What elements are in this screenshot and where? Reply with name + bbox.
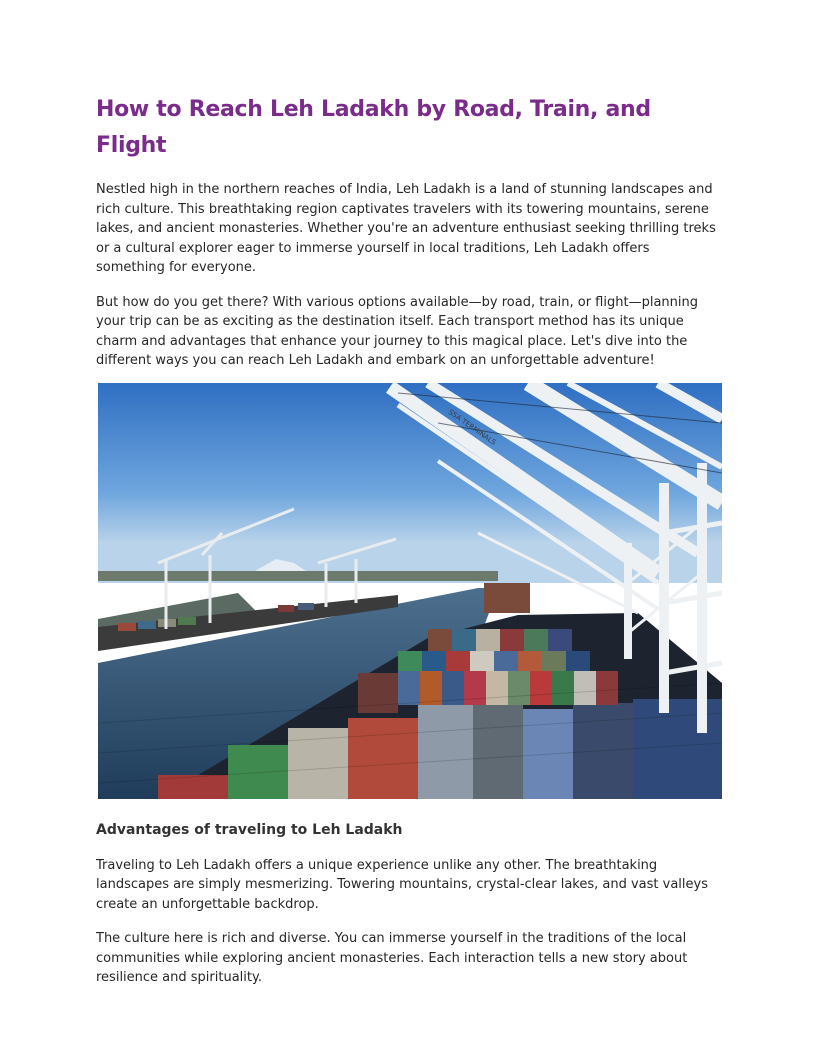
intro-paragraph-1: Nestled high in the northern reaches of India, Leh Ladakh is a land of stunning landscapes and rich culture. This breathtaking region captivates travelers with its towering mountains, serene lakes, and ancient monasteries. Whether you're an adventure enthusiast seeking thrilling treks or a cultural explorer eager to immerse yourself in local traditions, Leh Ladakh offers something for everyone. [96,182,716,275]
crane-lettering: SSA TERMINALS [446,407,498,447]
intro-paragraph-2: But how do you get there? With various options available—by road, train, or flight—planning your trip can be as exciting as the destination itself. Each transport method has its unique charm and advantages that enhance your journey to this magical place. Let's dive into the different ways you can reach Leh Ladakh and embark on an unforgettable adventure! [96,294,698,368]
horizon-land [98,571,498,581]
section-paragraph-2: The culture here is rich and diverse. You can immerse yourself in the traditions of the local communities while exploring ancient monasteries. Each interaction tells a new story about resilience and spirituality. [96,931,688,985]
article [96,92,722,988]
page-title: How to Reach Leh Ladakh by Road, Train, and Flight [96,97,651,158]
container-port-photo [98,383,722,799]
section-heading: Advantages of traveling to Leh Ladakh [96,821,403,838]
section-paragraph-1: Traveling to Leh Ladakh offers a unique experience unlike any other. The breathtaking landscapes are simply mesmerizing. Towering mountains, crystal-clear lakes, and vast valleys create an unforgettable backdrop. [96,857,708,912]
